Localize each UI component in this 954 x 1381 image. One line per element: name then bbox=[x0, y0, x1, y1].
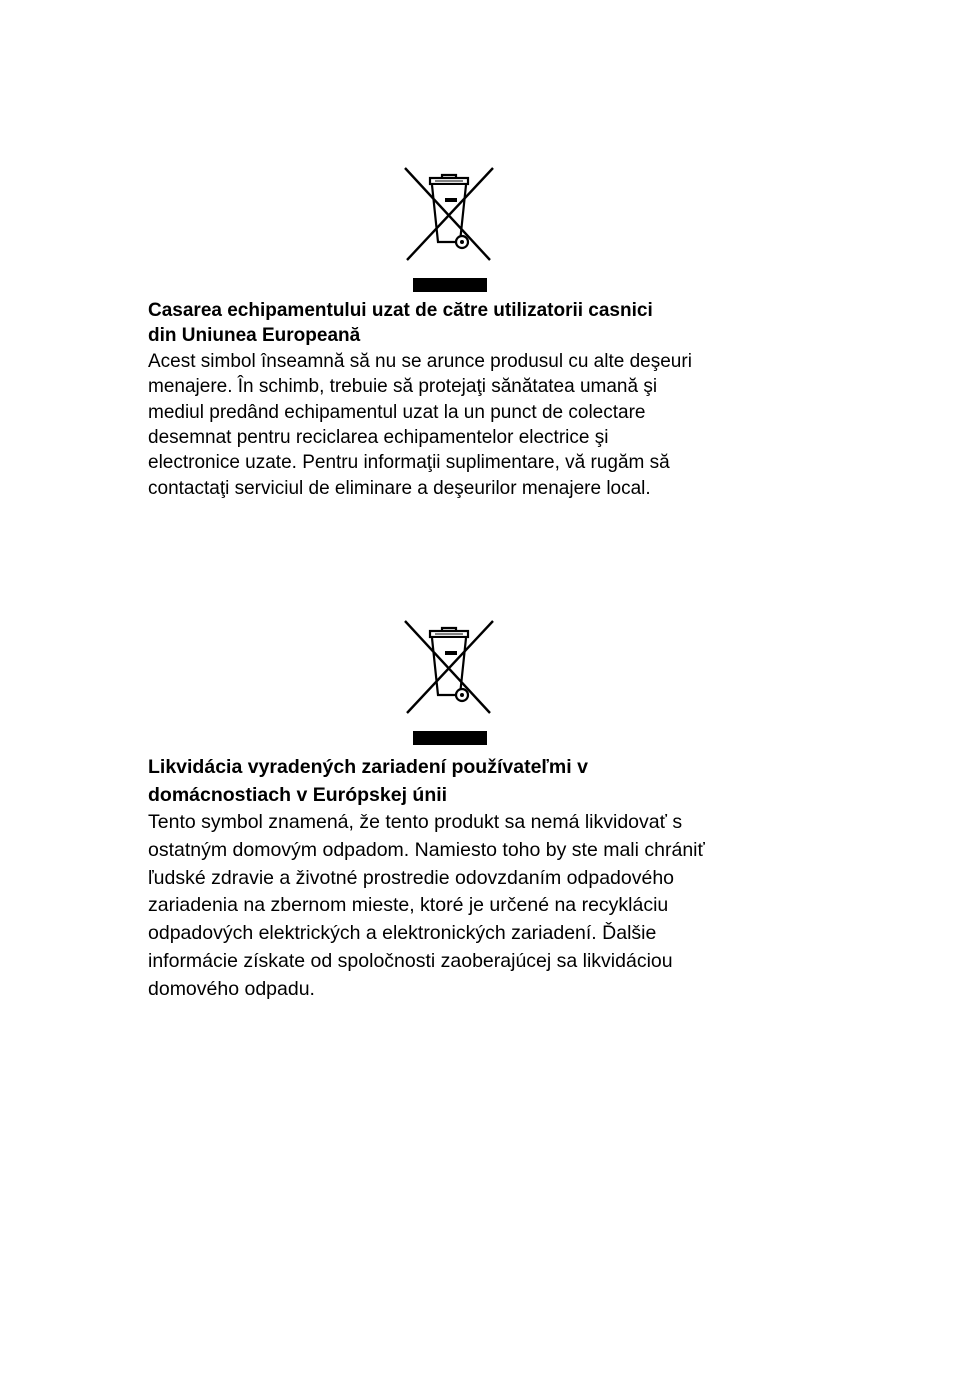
crossed-out-wheeled-bin-icon bbox=[402, 166, 496, 292]
notice-heading: Likvidácia vyradených zariadení používateľmi v domácnostiach v Európskej únii bbox=[148, 756, 588, 806]
notice-heading: Casarea echipamentului uzat de către utilizatorii casnici din Uniunea Europeană bbox=[148, 300, 653, 347]
notice-body: Tento symbol znamená, že tento produkt sa nemá likvidovať s ostatným domovým odpadom. Namiesto toho by ste mali chrániť ľudské zdravie a životné prostredie odovzdaním odpadového zariadenia na zbernom mieste, ktoré je určené na recykláciu odpadových elektrických a elektronických zariadení. Ďalšie informácie získate od spoločnosti zaoberajúcej sa likvidáciou domového odpadu. bbox=[148, 811, 705, 1000]
notice-body: Acest simbol înseamnă să nu se arunce produsul cu alte deşeuri menajere. În schimb, trebuie să protejaţi sănătatea umană şi mediul predând echipamentul uzat la un punct de colectare desemnat pentru reciclarea echipamentelor electrice şi electronice uzate. Pentru informaţii suplimentare, vă rugăm să contactaţi serviciul de eliminare a deşeurilor menajere local. bbox=[148, 350, 692, 499]
notice-text bbox=[148, 753, 788, 1004]
notice-text bbox=[148, 298, 788, 501]
crossed-out-wheeled-bin-icon bbox=[402, 619, 496, 745]
